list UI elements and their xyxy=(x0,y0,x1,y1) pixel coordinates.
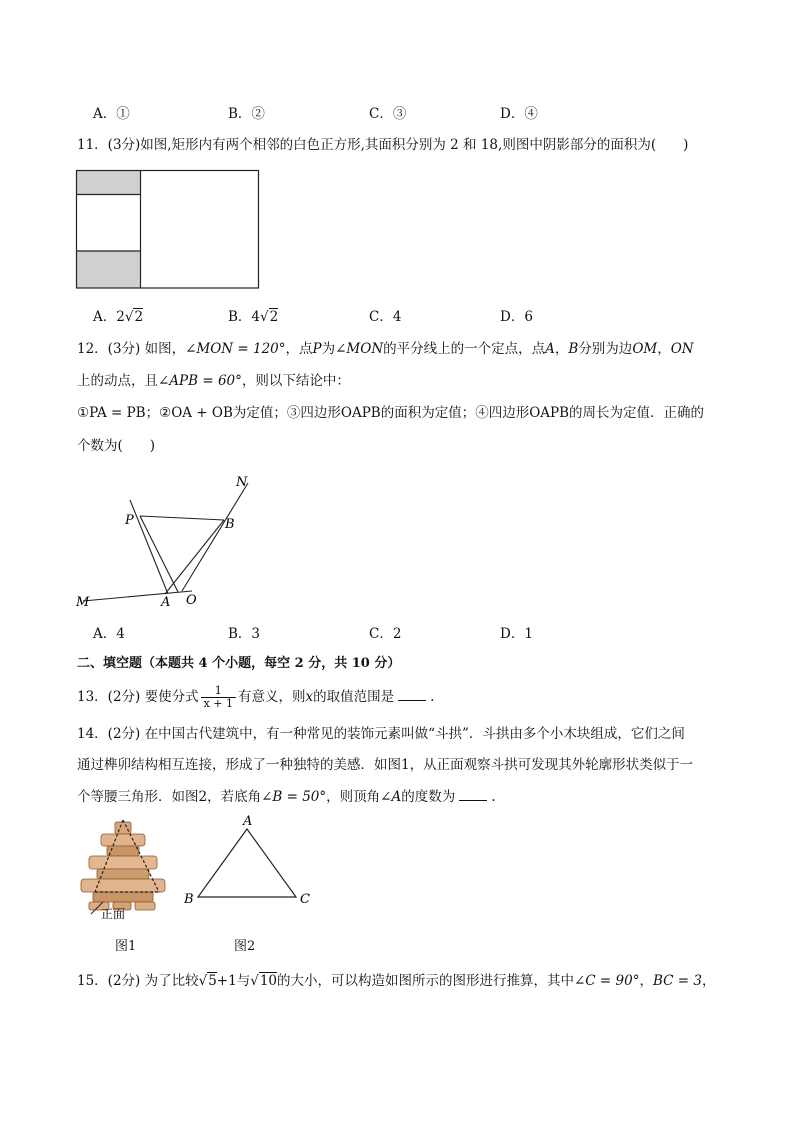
q10-option-d: D．④ xyxy=(500,106,538,122)
tri-label-a: A xyxy=(243,814,253,829)
q14-figure-2 xyxy=(180,812,315,908)
q12-line-1: 12．(3分) 如图，∠MON = 120°，点P为∠MON的平分线上的一个定点，点A，B分别为边OM，ON xyxy=(77,341,694,357)
q14-front-label: 正面 xyxy=(101,907,126,921)
q11-question: 11．(3分)如图,矩形内有两个相邻的白色正方形,其面积分别为 2 和 18,则图中阴影部分的面积为( ) xyxy=(77,137,689,153)
q12-option-b: B．3 xyxy=(228,626,261,642)
q12-label-o: O xyxy=(186,593,197,608)
q10-option-c: C．③ xyxy=(369,106,407,122)
q14-line-2: 通过榫卯结构相互连接，形成了一种独特的美感．如图1，从正面观察斗拱可发现其外轮廓形状类似于一 xyxy=(77,757,694,773)
section-heading: 二、填空题（本题共 4 个小题，每空 2 分，共 10 分） xyxy=(77,656,401,671)
q11-option-c: C．4 xyxy=(369,309,402,325)
q10-option-a: A．① xyxy=(93,106,130,122)
q12-label-a: A xyxy=(161,595,171,610)
q10-option-b: B．② xyxy=(228,106,265,122)
q14-answer-blank xyxy=(459,788,487,801)
tri-label-b: B xyxy=(184,892,194,907)
q12-label-b: B xyxy=(225,517,235,532)
q12-option-c: C．2 xyxy=(369,626,402,642)
triangle-abc xyxy=(198,829,296,897)
q13-fraction: $\frac{1}{x + 1}$ xyxy=(201,685,236,710)
q11-shade-bottom xyxy=(77,251,141,288)
q11-shade-top xyxy=(77,171,141,195)
q12-option-d: D．1 xyxy=(500,626,533,642)
q14-figure-1 xyxy=(75,818,170,924)
q14-fig1-caption: 图1 xyxy=(115,939,137,954)
q12-line-2: 上的动点，且∠APB = 60°，则以下结论中： xyxy=(77,373,350,389)
q14-line-3: 个等腰三角形．如图2，若底角∠B = 50°，则顶角∠A的度数为 . xyxy=(77,789,496,805)
q12-label-n: N xyxy=(236,475,248,490)
q12-option-a: A．4 xyxy=(93,626,125,642)
q11-option-a: A．2√2 xyxy=(93,309,144,325)
q13-question: 13．(2分) 要使分式 $\frac{1}{x + 1}$ 有意义，则x的取值范围是 . xyxy=(77,684,435,710)
q15-line-1: 15．(2分) 为了比较√5+1与√10的大小，可以构造如图所示的图形进行推算，其中∠C = 90°，BC = 3， xyxy=(77,973,716,989)
q14-fig2-caption: 图2 xyxy=(234,939,256,954)
q11-figure xyxy=(75,169,261,291)
q14-line-1: 14．(2分) 在中国古代建筑中，有一种常见的装饰元素叫做“斗拱”．斗拱由多个小木块组成，它们之间 xyxy=(77,726,685,742)
q12-line-3: ①PA = PB；②OA + OB为定值；③四边形OAPB的面积为定值；④四边形OAPB的周长为定值．正确的 xyxy=(77,405,705,421)
q12-label-m: M xyxy=(76,595,90,610)
q12-line-4: 个数为( ) xyxy=(77,438,156,454)
q12-figure xyxy=(70,470,260,615)
q12-label-p: P xyxy=(125,513,134,528)
q11-option-d: D．6 xyxy=(500,309,533,325)
q11-option-b: B．4√2 xyxy=(228,309,279,325)
tri-label-c: C xyxy=(300,892,310,907)
q13-answer-blank xyxy=(398,688,426,701)
dougong-image xyxy=(81,822,165,910)
